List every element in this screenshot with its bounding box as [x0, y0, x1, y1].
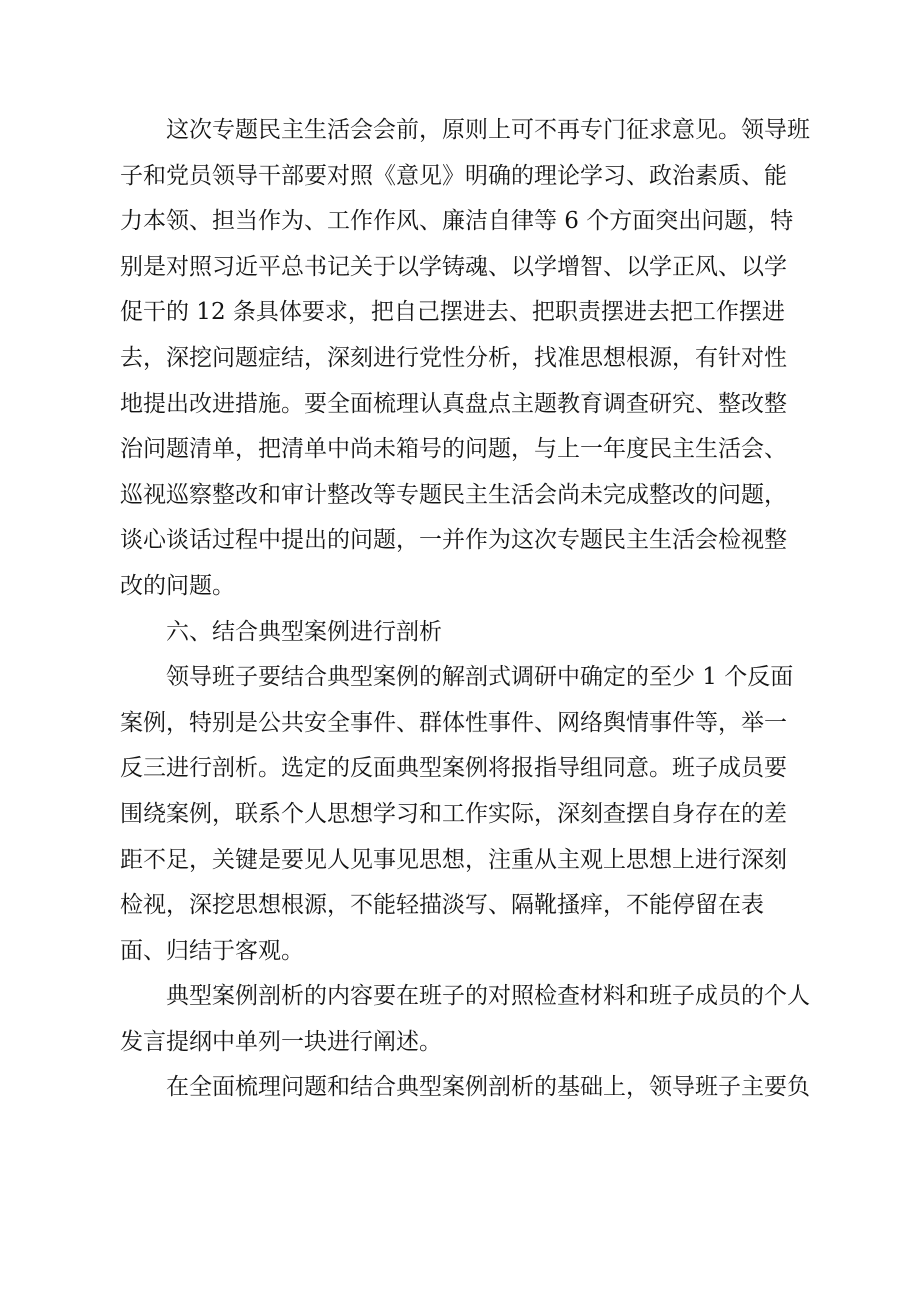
text-line: 促干的 12 条具体要求，把自己摆进去、把职责摆进去把工作摆进 — [120, 299, 785, 326]
text-line: 案例，特别是公共安全事件、群体性事件、网络舆情事件等，举一 — [120, 709, 787, 736]
paragraph — [120, 108, 810, 610]
text-line: 领导班子要结合典型案例的解剖式调研中确定的至少 1 个反面 — [120, 664, 794, 691]
text-line: 巡视巡察整改和审计整改等专题民主生活会尚未完成整改的问题， — [120, 481, 787, 508]
text-line: 去，深挖问题症结，深刻进行党性分析，找准思想根源，有针对性 — [120, 344, 787, 371]
text-line: 发言提纲中单列一块进行阐述。 — [120, 1028, 442, 1055]
text-line: 反三进行剖析。选定的反面典型案例将报指导组同意。班子成员要 — [120, 755, 787, 782]
text-line: 典型案例剖析的内容要在班子的对照检查材料和班子成员的个人 — [120, 983, 810, 1010]
text-line: 六、结合典型案例进行剖析 — [120, 618, 442, 645]
text-line: 面、归结于客观。 — [120, 937, 304, 964]
text-line: 这次专题民主生活会会前，原则上可不再专门征求意见。领导班 — [120, 117, 810, 143]
text-line: 谈心谈话过程中提出的问题，一并作为这次专题民主生活会检视整 — [120, 527, 787, 554]
text-line: 别是对照习近平总书记关于以学铸魂、以学增智、以学正风、以学 — [120, 253, 787, 280]
text-line: 力本领、担当作为、工作作风、廉洁自律等 6 个方面突出问题，特 — [120, 208, 794, 235]
text-line: 子和党员领导干部要对照《意见》明确的理论学习、政治素质、能 — [120, 162, 787, 189]
text-line: 改的问题。 — [120, 572, 235, 599]
paragraph — [120, 974, 810, 1065]
section-heading — [120, 610, 800, 656]
text-line: 距不足，关键是要见人见事见思想，注重从主观上思想上进行深刻 — [120, 846, 787, 873]
text-line: 在全面梳理问题和结合典型案例剖析的基础上，领导班子主要负 — [120, 1074, 810, 1101]
paragraph — [120, 655, 800, 974]
text-line: 检视，深挖思想根源，不能轻描淡写、隔靴搔痒，不能停留在表 — [120, 892, 764, 919]
text-line: 地提出改进措施。要全面梳理认真盘点主题教育调查研究、整改整 — [120, 390, 787, 417]
paragraph — [120, 1065, 810, 1111]
text-line: 治问题清单，把清单中尚未箱号的问题，与上一年度民主生活会、 — [120, 436, 787, 463]
text-line: 围绕案例，联系个人思想学习和工作实际，深刻查摆自身存在的差 — [120, 800, 787, 827]
document-body — [120, 108, 810, 1111]
